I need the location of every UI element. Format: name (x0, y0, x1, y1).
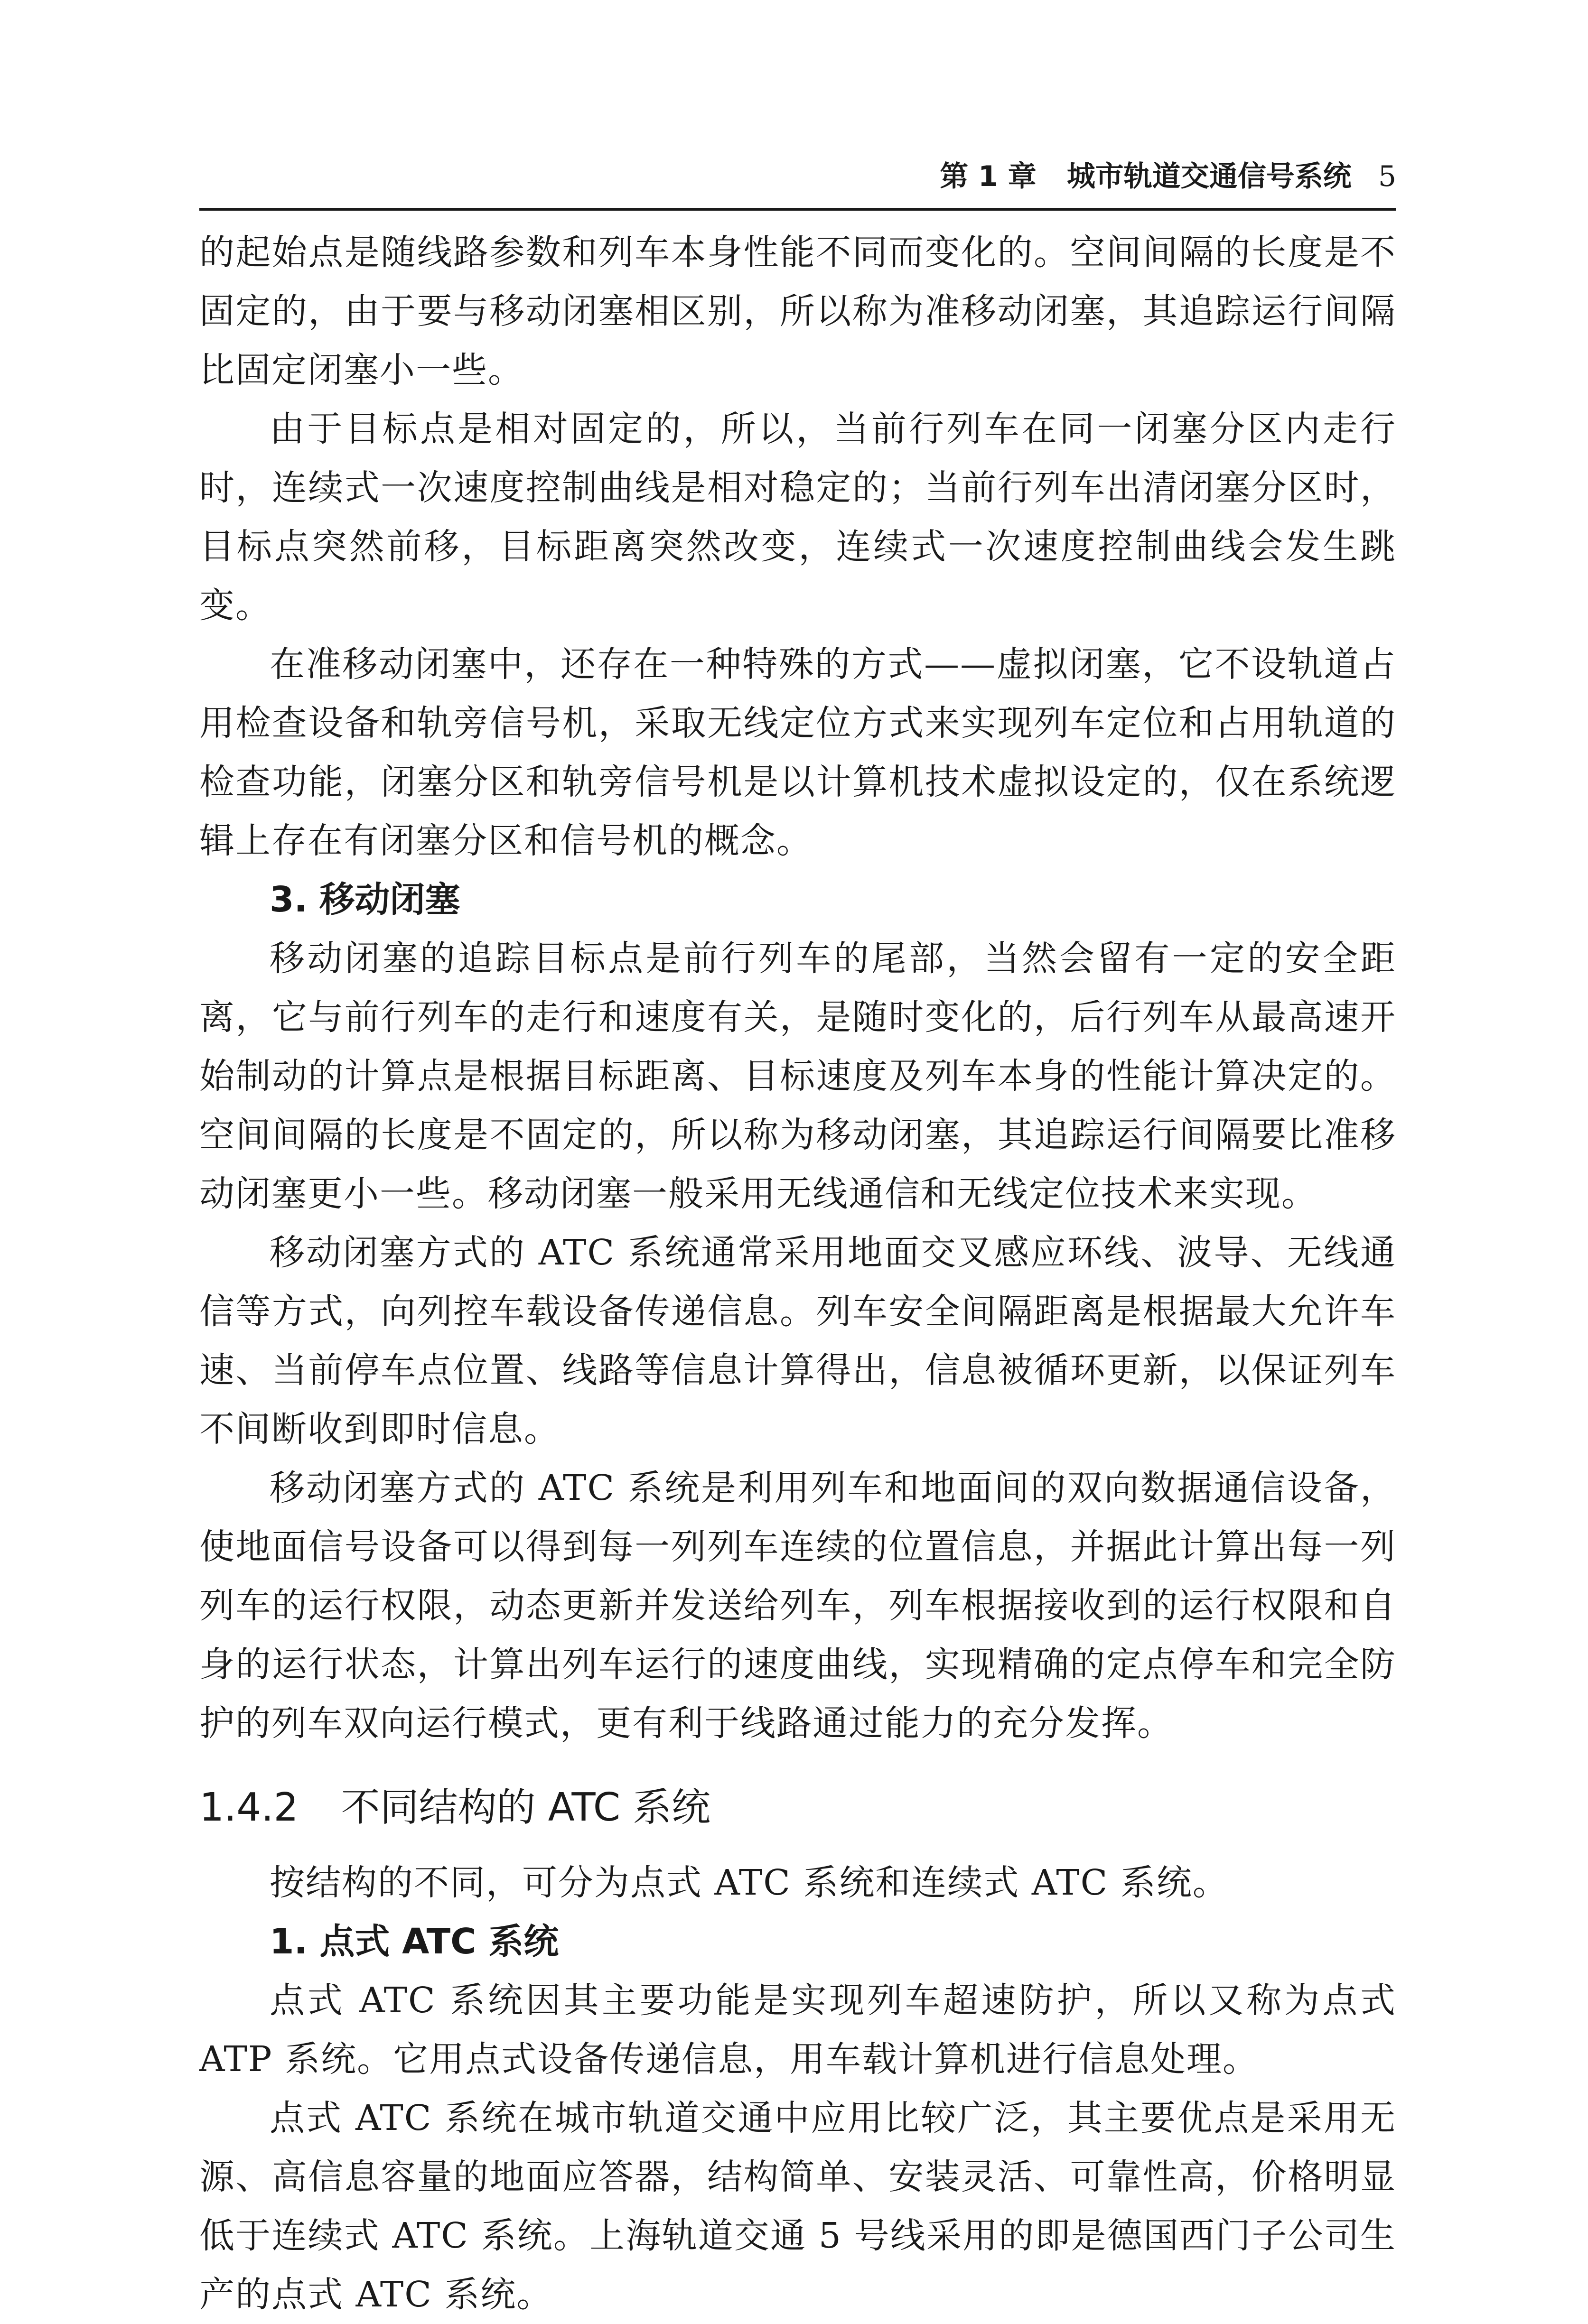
section-number: 1.4.2 (199, 1785, 299, 1830)
subheading-point-atc: 1. 点式 ATC 系统 (270, 1921, 559, 1962)
chapter-label: 第 1 章 (940, 160, 1037, 193)
paragraph-virtual-block: 在准移动闭塞中，还存在一种特殊的方式——虚拟闭塞，它不设轨道占用检查设备和轨旁信号机，采取无线定位方式来实现列车定位和占用轨道的检查功能，闭塞分区和轨旁信号机是以计算机技术虚拟设定的，仅在系统逻辑上存在有闭塞分区和信号机的概念。 (199, 644, 1396, 861)
header-text (940, 154, 1396, 195)
paragraph-bidirectional-comm: 移动闭塞方式的 ATC 系统是利用列车和地面间的双向数据通信设备，使地面信号设备可以得到每一列列车连续的位置信息，并据此计算出每一列列车的运行权限，动态更新并发送给列车，列车根据接收到的运行权限和自身的运行状态，计算出列车运行的速度曲线，实现精确的定点停车和完全防护的列车双向运行模式，更有利于线路通过能力的充分发挥。 (199, 1468, 1396, 1744)
section-title: 不同结构的 ATC 系统 (341, 1785, 711, 1830)
paragraph-target-point: 由于目标点是相对固定的，所以，当前行列车在同一闭塞分区内走行时，连续式一次速度控制曲线是相对稳定的；当前行列车出清闭塞分区时，目标点突然前移，目标距离突然改变，连续式一次速度控制曲线会发生跳变。 (199, 409, 1396, 626)
paragraph-structure: 按结构的不同，可分为点式 ATC 系统和连续式 ATC 系统。 (270, 1862, 1229, 1903)
page-number: 5 (1378, 160, 1396, 193)
running-header (199, 151, 1396, 211)
paragraph-continued: 的起始点是随线路参数和列车本身性能不同而变化的。空间间隔的长度是不固定的，由于要与移动闭塞相区别，所以称为准移动闭塞，其追踪运行间隔比固定闭塞小一些。 (199, 232, 1396, 390)
chapter-title: 城市轨道交通信号系统 (1066, 160, 1352, 193)
paragraph-moving-block: 移动闭塞的追踪目标点是前行列车的尾部，当然会留有一定的安全距离，它与前行列车的走行和速度有关，是随时变化的，后行列车从最高速开始制动的计算点是根据目标距离、目标速度及列车本身的性能计算决定的。空间间隔的长度是不固定的，所以称为移动闭塞，其追踪运行间隔要比准移动闭塞更小一些。移动闭塞一般采用无线通信和无线定位技术来实现。 (199, 938, 1396, 1214)
section-heading (199, 1778, 1396, 1837)
paragraph-moving-block-atc: 移动闭塞方式的 ATC 系统通常采用地面交叉感应环线、波导、无线通信等方式，向列控车载设备传递信息。列车安全间隔距离是根据最大允许车速、当前停车点位置、线路等信息计算得出，信息被循环更新，以保证列车不间断收到即时信息。 (199, 1232, 1396, 1450)
subheading-moving-block: 3. 移动闭塞 (270, 879, 460, 920)
paragraph-point-atc: 点式 ATC 系统因其主要功能是实现列车超速防护，所以又称为点式 ATP 系统。它用点式设备传递信息，用车载计算机进行信息处理。 (199, 1980, 1396, 2080)
page-body (199, 223, 1396, 2324)
paragraph-point-atc-advantages: 点式 ATC 系统在城市轨道交通中应用比较广泛，其主要优点是采用无源、高信息容量的地面应答器，结构简单、安装灵活、可靠性高，价格明显低于连续式 ATC 系统。上海轨道交通 5 号线采用的即是德国西门子公司生产的点式 ATC 系统。 (199, 2098, 1396, 2315)
